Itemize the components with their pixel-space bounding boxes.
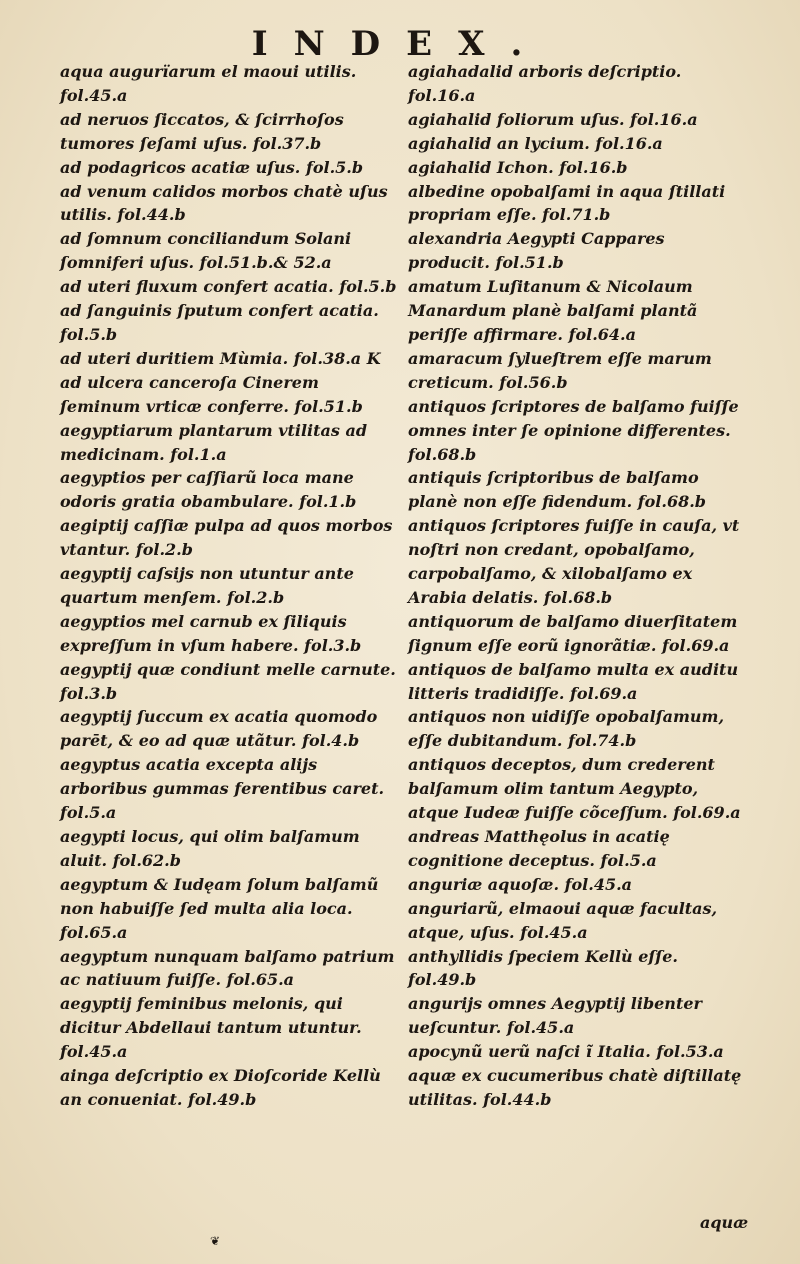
- folio-reference: fol.53.a: [656, 1042, 724, 1062]
- index-entry: [408, 132, 746, 156]
- index-entry: [408, 466, 746, 514]
- entry-text: ad venum calidos morbos chatè uſus utilis.: [60, 181, 388, 225]
- index-entry: [60, 466, 398, 514]
- entry-text: aegyptios per caſſiarũ loca mane odoris gratia obambulare.: [60, 468, 354, 512]
- folio-reference: fol.45.a: [506, 1018, 575, 1038]
- entry-text: aqua augurïarum el maoui utilis.: [60, 62, 357, 81]
- entry-text: antiquos deceptos, dum crederent balſamum olim tantum Aegypto, atque Iudeæ fuiſſe cõceſſum.: [408, 755, 715, 823]
- entry-text: aquæ ex cucumeribus chatè diſtillatę utilitas.: [408, 1066, 742, 1109]
- entry-text: antiquorum de balſamo diuerſitatem ſignum eſſe eorũ ignorãtiæ.: [408, 611, 738, 655]
- index-entry: [60, 371, 398, 419]
- folio-reference: fol.68.b: [408, 444, 477, 464]
- entry-text: apocynũ uerũ naſci ĩ Italia.: [408, 1042, 651, 1062]
- folio-reference: fol.5.b: [60, 324, 118, 344]
- folio-reference: fol.5.a: [60, 803, 117, 823]
- folio-reference: fol.4.b: [302, 731, 360, 751]
- folio-reference: fol.45.a: [60, 1042, 128, 1062]
- entry-text: aegyptij caſsijs non utuntur ante quartum menſem.: [60, 564, 354, 607]
- index-entry: [408, 180, 746, 228]
- index-entry: [408, 514, 746, 610]
- index-entry: [60, 419, 398, 467]
- folio-reference: fol.64.a: [568, 324, 636, 344]
- index-entry: [60, 610, 398, 658]
- folio-reference: fol.3.b: [60, 683, 118, 703]
- folio-reference: fol.68.b: [543, 587, 613, 607]
- folio-reference: fol.5.b: [339, 277, 397, 297]
- index-entry: [60, 658, 398, 706]
- folio-reference: fol.45.a: [60, 85, 128, 105]
- index-entry: [60, 753, 398, 825]
- entry-text: aegyptum & Iudęam ſolum balſamũ non habuiſſe ſed multa alia loca.: [60, 874, 379, 918]
- index-entry: [408, 658, 746, 706]
- folio-reference: fol.51.b.& 52.a: [199, 253, 332, 273]
- index-entry: [60, 299, 398, 347]
- index-entry: [408, 610, 746, 658]
- entry-text: anguriæ aquoſæ.: [408, 874, 560, 894]
- folio-reference: fol.16.a: [630, 109, 698, 129]
- folio-reference: fol.56.b: [499, 372, 568, 392]
- folio-reference: fol.3.b: [304, 635, 362, 655]
- entry-text: aegiptij caſſiæ pulpa ad quos morbos vtantur.: [60, 516, 393, 560]
- entry-text: antiquos ſcriptores de balſamo fuiſſe omnes inter ſe opinione differentes.: [408, 396, 739, 440]
- index-entry: [408, 395, 746, 467]
- index-entry: [60, 275, 398, 299]
- folio-reference: fol.37.b: [253, 133, 322, 153]
- index-entry: [408, 753, 746, 825]
- entry-text: aegyptus acatia excepta alijs arboribus gummas ferentibus caret.: [60, 755, 385, 799]
- folio-reference: fol.71.b: [542, 205, 611, 225]
- index-entry: [408, 275, 746, 347]
- index-entry: [60, 873, 398, 945]
- entry-text: aegypti locus, qui olim balſamum aluit.: [60, 827, 360, 870]
- entry-text: antiquis ſcriptoribus de balſamo planè non eſſe fidendum.: [408, 468, 699, 512]
- entry-text: aegyptiarum plantarum vtilitas ad medicinam.: [60, 420, 368, 464]
- index-entry: [60, 705, 398, 753]
- index-entry: [60, 514, 398, 562]
- entry-text: agiahadalid arboris deſcriptio.: [408, 62, 682, 81]
- folio-reference: fol.51.b: [495, 253, 564, 273]
- entry-text: aegyptum nunquam balſamo patrium ac natiuum fuiſſe.: [60, 946, 395, 990]
- entry-text: ad ſanguinis ſputum confert acatia.: [60, 301, 379, 321]
- index-entry: [60, 562, 398, 610]
- entry-text: aegyptij ſuccum ex acatia quomodo parēt, & eo ad quæ utãtur.: [60, 707, 378, 751]
- index-entry: [408, 705, 746, 753]
- index-entry: [408, 1064, 746, 1112]
- index-entry: [408, 825, 746, 873]
- index-entry: [60, 945, 398, 993]
- index-entry: [60, 180, 398, 228]
- index-entry: [60, 60, 398, 108]
- folio-reference: fol.51.b: [294, 396, 363, 416]
- folio-reference: fol.69.a: [673, 803, 741, 823]
- index-column-left: [60, 60, 398, 1112]
- folio-reference: fol.65.a: [60, 922, 128, 942]
- index-entry: [60, 227, 398, 275]
- index-entry: [408, 60, 746, 108]
- entry-text: alexandria Aegypti Cappares producit.: [408, 229, 665, 273]
- index-entry: [60, 825, 398, 873]
- entry-text: anguriarũ, elmaoui aquæ facultas, atque, uſus.: [408, 898, 718, 942]
- folio-reference: fol.65.a: [226, 970, 295, 990]
- folio-reference: fol.49.b: [408, 970, 477, 990]
- index-entry: [60, 156, 398, 180]
- index-entry: [408, 992, 746, 1040]
- folio-reference: fol.44.b: [117, 205, 186, 225]
- entry-text: amatum Luſitanum & Nicolaum Manardum planè balſami plantã periſſe affirmare.: [408, 277, 698, 344]
- folio-reference: fol.5.a: [600, 850, 657, 870]
- index-entry: [408, 347, 746, 395]
- folio-reference: fol.62.b: [112, 850, 181, 870]
- entry-text: aegyptij feminibus melonis, qui dicitur Abdellaui tantum utuntur.: [60, 994, 362, 1038]
- folio-reference: fol.69.a: [570, 683, 638, 703]
- entry-text: ad podagricos acatiæ uſus.: [60, 157, 301, 177]
- index-entry: [408, 897, 746, 945]
- folio-reference: fol.16.b: [559, 157, 628, 177]
- index-entry: [408, 156, 746, 180]
- ornament-glyph: ❦: [210, 1234, 221, 1248]
- entry-text: antiquos ſcriptores fuiſſe in cauſa, vt noſtri non credant, opobalſamo, carpobalſamo, & xilobalſamo ex Arabia delatis.: [408, 516, 740, 607]
- entry-text: aegyptij quæ condiunt melle carnute.: [60, 659, 396, 679]
- index-entry: [60, 108, 398, 156]
- folio-reference: fol.45.a: [520, 922, 588, 942]
- index-entry: [408, 1040, 746, 1064]
- entry-text: albedine opobalſami in aqua ſtillati propriam eſſe.: [408, 181, 726, 225]
- folio-reference: fol.16.a: [595, 133, 663, 153]
- page-title: INDEX.: [251, 24, 549, 64]
- folio-reference: fol.1.a: [170, 444, 227, 464]
- folio-reference: fol.16.a: [408, 85, 476, 105]
- folio-reference: fol.38.a K: [293, 348, 381, 368]
- index-column-right: [408, 60, 746, 1112]
- entry-text: anthyllidis ſpeciem Kellù eſſe.: [408, 946, 678, 966]
- entry-text: ainga deſcriptio ex Dioſcoride Kellù an conueniat.: [60, 1066, 381, 1109]
- entry-text: ad neruos ſiccatos, & ſcirrhoſos tumores ſeſami uſus.: [60, 109, 344, 153]
- entry-text: ad uteri duritiem Mùmia.: [60, 348, 289, 368]
- folio-reference: fol.2.b: [227, 587, 285, 607]
- entry-text: ad ſomnum conciliandum Solani ſomniferi uſus.: [60, 229, 352, 273]
- folio-reference: fol.44.b: [483, 1089, 552, 1109]
- entry-text: amaracum ſylueſtrem eſſe marum creticum.: [408, 348, 712, 392]
- entry-text: agiahalid Ichon.: [408, 157, 554, 177]
- index-entry: [60, 992, 398, 1064]
- folio-reference: fol.2.b: [135, 540, 193, 560]
- catchword: aquæ: [700, 1213, 749, 1232]
- entry-text: andreas Matthęolus in acatię cognitione deceptus.: [408, 827, 670, 870]
- folio-reference: fol.45.a: [564, 874, 633, 894]
- index-entry: [408, 227, 746, 275]
- folio-reference: fol.49.b: [188, 1089, 257, 1109]
- entry-text: antiquos de balſamo multa ex auditu litteris tradidiſſe.: [408, 659, 739, 703]
- folio-reference: fol.5.b: [305, 157, 364, 177]
- index-entry: [408, 945, 746, 993]
- folio-reference: fol.1.b: [299, 492, 357, 512]
- index-entry: [60, 1064, 398, 1112]
- entry-text: ad ulcera canceroſa Cinerem ſeminum vrticæ conferre.: [60, 372, 319, 416]
- index-entry: [408, 873, 746, 897]
- entry-text: angurijs omnes Aegyptij libenter ueſcuntur.: [408, 994, 702, 1038]
- entry-text: agiahalid foliorum uſus.: [408, 109, 625, 129]
- folio-reference: fol.68.b: [637, 492, 706, 512]
- entry-text: agiahalid an lycium.: [408, 133, 590, 153]
- index-entry: [60, 347, 398, 371]
- entry-text: aegyptios mel carnub ex ſiliquis expreſſum in vſum habere.: [60, 611, 347, 655]
- folio-reference: fol.74.b: [568, 731, 637, 751]
- entry-text: antiquos non uidiſſe opobalſamum, eſſe dubitandum.: [408, 707, 725, 751]
- entry-text: ad uteri fluxum confert acatia.: [60, 277, 334, 297]
- folio-reference: fol.69.a: [661, 635, 730, 655]
- index-entry: [408, 108, 746, 132]
